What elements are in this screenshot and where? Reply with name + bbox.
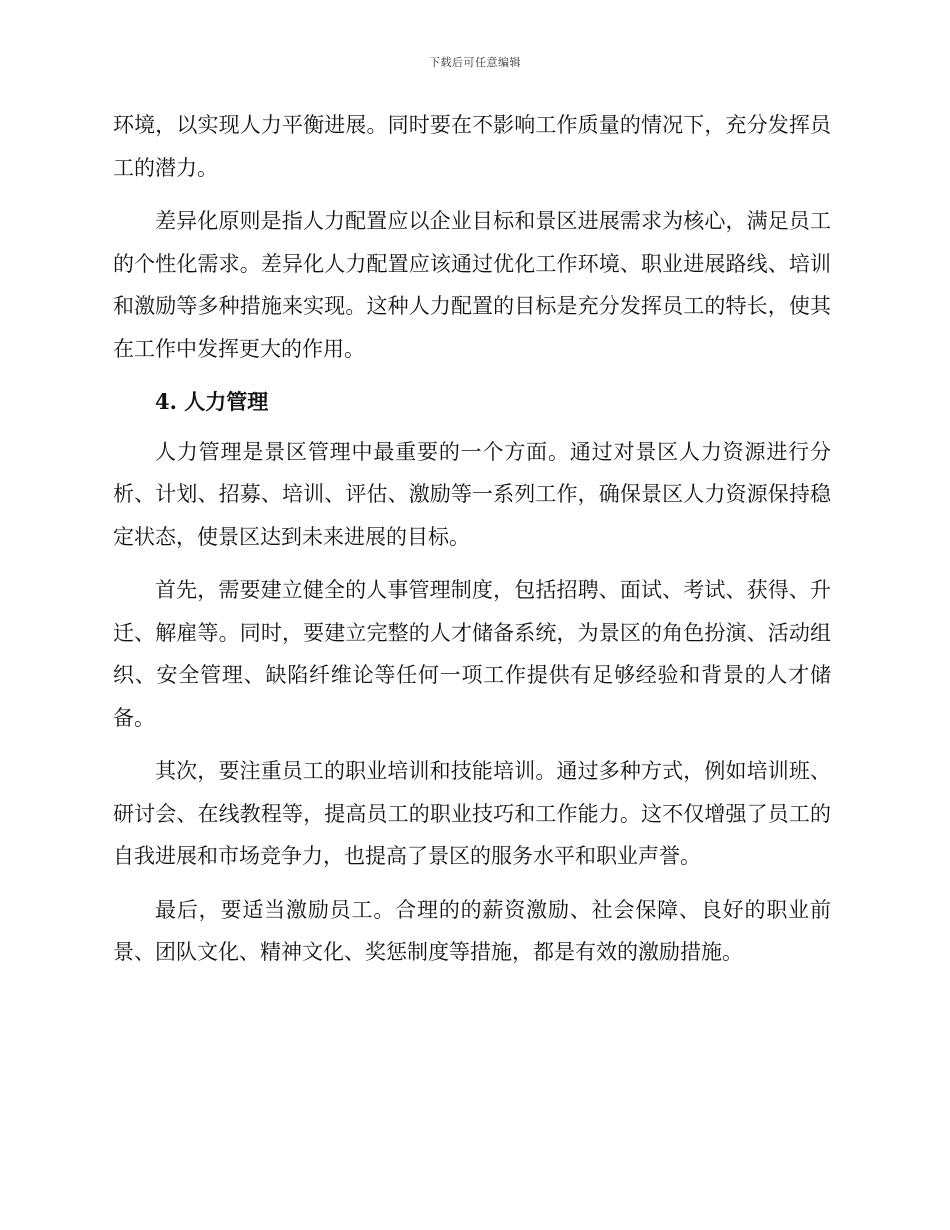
page-header: 下载后可任意编辑 [429,56,521,69]
section-heading: 4. 人力管理 [155,389,269,414]
paragraph: 差异化原则是指人力配置应以企业目标和景区进展需求为核心，满足员工的个性化需求。差异化人力配置应该通过优化工作环境、职业进展路线、培训和激励等多种措施来实现。这种人力配置的目标是充分发挥员工的特长，使其在工作中发挥更大的作用。 [113,209,831,361]
document-body [113,104,831,985]
paragraph: 其次，要注重员工的职业培训和技能培训。通过多种方式，例如培训班、研讨会、在线教程等，提高员工的职业技巧和工作能力。这不仅增强了员工的自我进展和市场竞争力，也提高了景区的服务水平和职业声誉。 [113,759,831,868]
paragraph: 人力管理是景区管理中最重要的一个方面。通过对景区人力资源进行分析、计划、招募、培训、评估、激励等一系列工作，确保景区人力资源保持稳定状态，使景区达到未来进展的目标。 [113,439,831,549]
paragraph: 环境，以实现人力平衡进展。同时要在不影响工作质量的情况下，充分发挥员工的潜力。 [113,113,831,180]
paragraph: 首先，需要建立健全的人事管理制度，包括招聘、面试、考试、获得、升迁、解雇等。同时，要建立完整的人才储备系统，为景区的角色扮演、活动组织、安全管理、缺陷纤维论等任何一项工作提供有足够经验和背景的人才储备。 [113,578,831,730]
paragraph: 最后，要适当激励员工。合理的的薪资激励、社会保障、良好的职业前景、团队文化、精神文化、奖惩制度等措施，都是有效的激励措施。 [113,897,831,964]
